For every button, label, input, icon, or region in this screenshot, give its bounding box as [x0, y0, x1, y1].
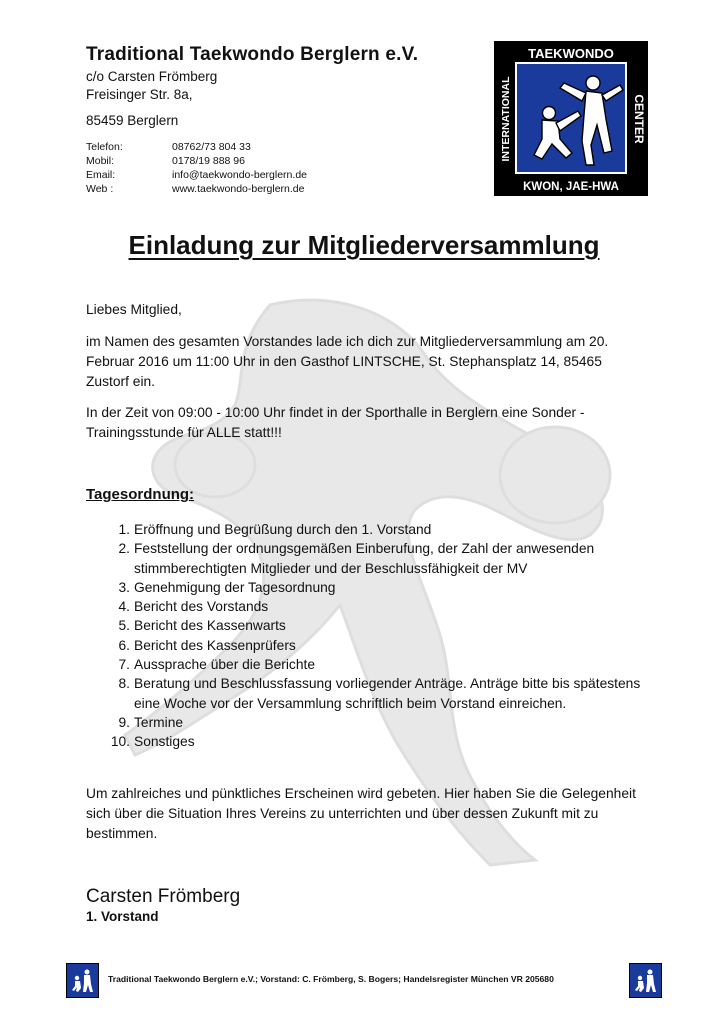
agenda-item: [104, 520, 644, 539]
agenda-text: Bericht des Vorstands: [134, 599, 269, 615]
signer-name: Carsten Frömberg: [86, 886, 241, 907]
agenda-text: Genehmigung der Tagesordnung: [134, 579, 336, 595]
address-line: 85459 Berglern: [86, 113, 179, 128]
footer-text: Traditional Taekwondo Berglern e.V.; Vorstand: C. Frömberg, S. Bogers; Handelsregister München VR 205680: [108, 974, 554, 984]
contact-label: Telefon:: [86, 141, 123, 153]
contact-row: [86, 140, 307, 154]
agenda-item: [104, 732, 644, 751]
agenda-item: [104, 713, 644, 732]
signer-role: 1. Vorstand: [86, 909, 159, 924]
agenda-text: Termine: [134, 714, 184, 730]
logo-top-text: TAEKWONDO: [528, 46, 614, 61]
agenda-number: 7.: [118, 657, 130, 673]
contact-block: [86, 140, 307, 196]
agenda-number: 9.: [118, 714, 130, 730]
mini-fighter-icon: [630, 964, 661, 997]
agenda-number: 2.: [118, 541, 130, 557]
agenda-text: Aussprache über die Berichte: [134, 657, 315, 673]
address-line: Freisinger Str. 8a,: [86, 87, 193, 102]
contact-label: Email:: [86, 169, 116, 181]
footer: [66, 963, 664, 999]
agenda-list: [104, 520, 644, 752]
agenda-number: 3.: [118, 579, 130, 595]
agenda-number: 5.: [118, 618, 130, 634]
phone-value: 08762/73 804 33: [172, 141, 251, 153]
agenda-item: [104, 636, 644, 655]
agenda-item: [104, 674, 644, 713]
logo-bottom-text: KWON, JAE-HWA: [523, 181, 619, 193]
contact-row: [86, 182, 307, 196]
greeting: Liebes Mitglied,: [86, 302, 182, 317]
agenda-text: Beratung und Beschlussfassung vorliegender Anträge. Anträge bitte bis spätestens eine Woche vor der Versammlung schriftlich beim Vorstand einreichen.: [134, 676, 641, 711]
logo-right-text: CENTER: [632, 94, 646, 144]
address-line: c/o Carsten Frömberg: [86, 69, 218, 84]
agenda-number: 4.: [118, 599, 130, 615]
contact-row: [86, 154, 307, 168]
footer-logo-right-icon: [629, 963, 662, 998]
closing-paragraph: Um zahlreiches und pünktliches Erscheinen wird gebeten. Hier haben Sie die Gelegenheit sich über die Situation Ihres Vereins zu unterrichten und über dessen Zukunft mit zu bestimmen.: [86, 786, 636, 841]
agenda-text: Bericht des Kassenprüfers: [134, 637, 296, 653]
email-value: info@taekwondo-berglern.de: [172, 169, 307, 181]
footer-logo-left-icon: [66, 963, 99, 998]
agenda-text: Sonstiges: [134, 734, 195, 750]
mobile-value: 0178/19 888 96: [172, 155, 245, 167]
agenda-text: Feststellung der ordnungsgemäßen Einberufung, der Zahl der anwesenden stimmberechtigten Mitglieder und der Beschlussfähigkeit der MV: [134, 541, 595, 576]
page-title: Einladung zur Mitgliederversammlung: [128, 230, 600, 260]
web-value: www.taekwondo-berglern.de: [172, 183, 305, 195]
agenda-item: [104, 616, 644, 635]
training-paragraph: In der Zeit von 09:00 - 10:00 Uhr findet in der Sporthalle in Berglern eine Sonder - Trainingsstunde für ALLE statt!!!: [86, 405, 585, 440]
mini-fighter-icon: [67, 964, 98, 997]
agenda-item: [104, 539, 644, 578]
contact-label: Mobil:: [86, 155, 115, 167]
agenda-item: [104, 655, 644, 674]
agenda-number: 1.: [118, 522, 130, 537]
logo-left-text: INTERNATIONAL: [500, 76, 512, 162]
contact-row: [86, 168, 307, 182]
org-name: Traditional Taekwondo Berglern e.V.: [86, 44, 419, 65]
agenda-number: 6.: [118, 637, 130, 653]
contact-label: Web :: [86, 183, 114, 195]
agenda-heading: Tagesordnung:: [86, 486, 195, 503]
agenda-number: 8.: [118, 676, 130, 692]
agenda-text: Eröffnung und Begrüßung durch den 1. Vorstand: [134, 522, 432, 537]
agenda-item: [104, 597, 644, 616]
agenda-item: [104, 578, 644, 597]
logo-graphic: [494, 41, 648, 196]
taekwondo-center-logo: [494, 41, 648, 196]
agenda-text: Bericht des Kassenwarts: [134, 618, 286, 634]
invitation-paragraph: im Namen des gesamten Vorstandes lade ich dich zur Mitgliederversammlung am 20. Februar 2016 um 11:00 Uhr in den Gasthof LINTSCHE, St. Stephansplatz 14, 85465 Zustorf ein.: [86, 334, 609, 389]
agenda-number: 10.: [110, 734, 130, 750]
